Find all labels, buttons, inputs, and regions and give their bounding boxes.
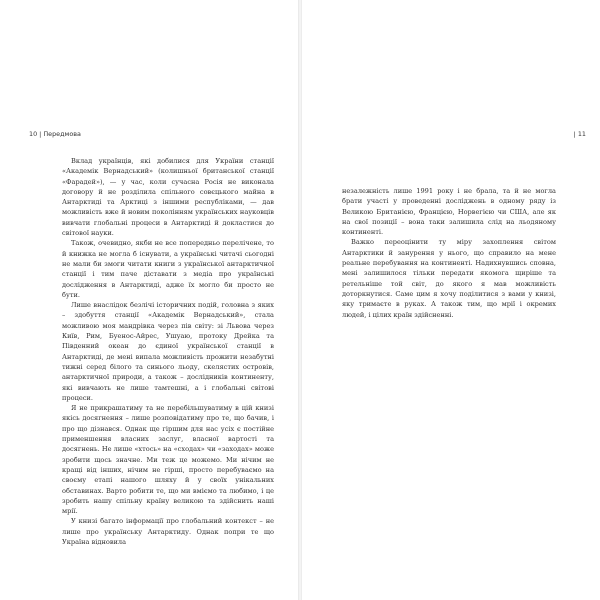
paragraph: незалежність лише 1991 року і не брала, та й не могла брати участі у проведенні досліджень в одному ряду із Великою Британією, Францією, Норвегією чи США, але як на свої позиції – вона таки залишила слід на льодяному континенті. <box>342 187 556 237</box>
paragraph: Важко переоцінити ту міру захоплення світом Антарктики й занурення у нього, що справило на мене реальне перебування на континенті. Надихнувшись сповна, мені залишилося тільки передати якомога щиріше та ретельніше той світ, до якого я мав можливість доторкнутися. Саме цим я хочу поділитися з вами у книзі, яку тримаєте в руках. А також тим, що мрії і окремих людей, і цілих країн здійсненні. <box>342 238 556 319</box>
paragraph: Я не прикрашатиму та не перебільшуватиму в цій книзі якісь досягнення – лише розповідатиму про те, що бачив, і про що дізнався. Однак ще гіршим для нас усіх є постійне применшення власних заслуг, власної вартості та досягнень. Не лише «хтось» на «сходах» чи «заходах» може зробити щось значне. Ми теж це можемо. Ми нічим не кращі від інших, нічим не гірші, просто перебуваємо на своєму етапі нашого шляху й у своїх унікальних обставинах. Варто робити те, що ми вміємо та любимо, і це зробить нашу спільну країну великою та здійснить наші мрії. <box>62 404 274 516</box>
paragraph: Також, очевидно, якби не все попередньо перелічене, то й книжка не могла б існувати, а українські читачі сьогодні не мали би змоги читати книги з української антарктичної станції і тим паче діставати з медіа про українські дослідження в Антарктиді, адже їх могло би просто не бути. <box>62 239 274 299</box>
left-page-text <box>62 156 274 547</box>
paragraph: У книзі багато інформації про глобальний контекст – не лише про українську Антарктиду. Однак попри те що Україна відновила <box>62 517 274 546</box>
left-page <box>0 0 298 600</box>
right-page-header: | 11 <box>573 130 586 138</box>
right-page <box>302 0 600 600</box>
paragraph: Вклад українців, які добилися для України станції «Академік Вернадський» (колишньої британської станції «Фарадей»), — у час, коли сучасна Росія не виконала договору й не розділила спільного совєцького майна в Антарктиді та Арктиці з іншими республіками, — дав можливість вже й новим поколінням українських науковців вивчати глобальні процеси в Антарктиді й докластися до світової науки. <box>62 157 274 238</box>
left-page-header: 10 | Передмова <box>29 130 81 138</box>
paragraph: Лише внаслідок безлічі історичних подій, головна з яких – здобуття станції «Академік Вернадський», стала можливою моя мандрівка через пів світу: зі Львова через Київ, Рим, Буенос-Айрес, Ушуаю, протоку Дрейка та Південний океан до єдиної української станції в Антарктиді, де мені випала можливість прожити незабутні тижні серед білого та синього льоду, скелястих островів, антарктичної природи, а також – дослідників континенту, які вивчають не лише тамтешні, а і глобальні світові процеси. <box>62 301 274 402</box>
right-page-text <box>342 186 556 320</box>
